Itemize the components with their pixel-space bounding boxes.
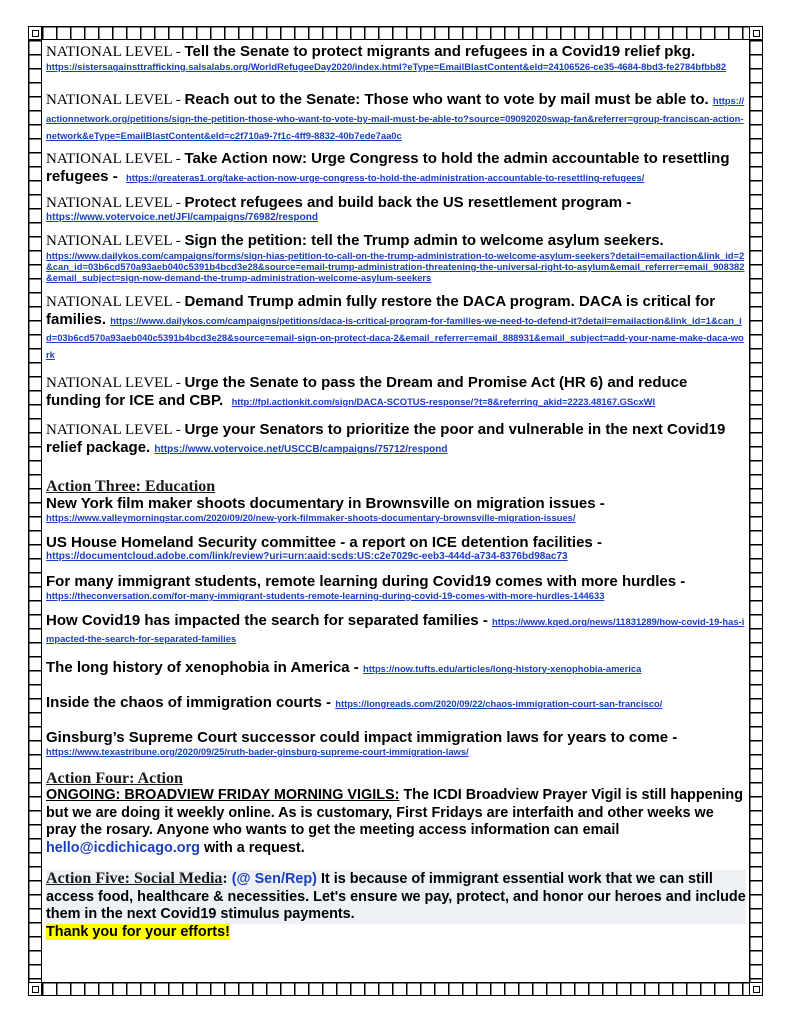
social-media-handle: (@ Sen/Rep) — [231, 871, 317, 887]
national-item-title: Urge your Senators to prioritize the poor and vulnerable in the next Covid19 relief package. — [46, 421, 726, 456]
border-corner-top-right — [749, 26, 763, 40]
national-item-link[interactable]: https://www.dailykos.com/campaigns/petitions/daca-is-critical-program-for-families-we-need-to-defend-it?detail=emailaction&link_id=1&can_id=03b6cd570a93aeb040c5391b4bcd3e28&source=email-sign-on-protect-daca-2&email_referrer=email_888931&email_subject=add-your-name-make-daca-work — [46, 315, 744, 360]
national-item-6 — [46, 293, 746, 362]
education-item-title: Ginsburg’s Supreme Court successor could impact immigration laws for years to come - — [46, 729, 678, 746]
education-item-link[interactable]: https://now.tufts.edu/articles/long-history-xenophobia-america — [362, 663, 642, 674]
education-item-4 — [46, 612, 746, 646]
border-corner-bottom-right — [749, 982, 763, 996]
national-level-prefix: NATIONAL LEVEL - — [46, 233, 185, 249]
vigil-tail: with a request. — [199, 839, 305, 856]
national-item-link[interactable]: http://fpl.actionkit.com/sign/DACA-SCOTUS-response/?t=8&referring_akid=2223.48167.GScxWl — [231, 396, 656, 407]
education-item-link[interactable]: https://longreads.com/2020/09/22/chaos-immigration-court-san-francisco/ — [335, 698, 663, 709]
education-item-6 — [46, 694, 746, 711]
national-item-7 — [46, 374, 746, 409]
border-corner-top-left — [28, 26, 42, 40]
national-item-link[interactable]: https://actionnetwork.org/petitions/sign-the-petition-those-who-want-to-vote-by-mail-must-be-able-to?source=09092020swap-fan&referrer=group-franciscan-action-network&eType=EmailBlastContent&eId=c2f710a9-7f1c-4ff9-8832-40b7ede7aa0c — [46, 95, 745, 141]
vigil-title: ONGOING: BROADVIEW FRIDAY MORNING VIGILS: — [46, 787, 400, 803]
national-level-prefix: NATIONAL LEVEL - — [46, 195, 185, 211]
national-item-link[interactable]: https://www.votervoice.net/USCCB/campaigns/75712/respond — [154, 444, 448, 455]
education-item-title: The long history of xenophobia in America - — [46, 659, 359, 676]
education-item-title: For many immigrant students, remote learning during Covid19 comes with more hurdles - — [46, 573, 686, 590]
national-item-title: Reach out to the Senate: Those who want to vote by mail must be able to. — [184, 91, 709, 108]
action-heading: Action Four: Action — [46, 770, 183, 787]
national-level-prefix: NATIONAL LEVEL - — [46, 151, 185, 167]
border-left — [28, 26, 42, 996]
education-item-title: US House Homeland Security committee - a report on ICE detention facilities - — [46, 534, 602, 551]
education-item-5 — [46, 659, 746, 676]
national-item-title: Demand Trump admin fully restore the DACA program. DACA is critical for families. — [46, 293, 716, 328]
thanks-text: Thank you for your efforts! — [46, 923, 230, 940]
social-media-colon: : — [222, 870, 232, 887]
vigil-text: The ICDI Broadview Prayer Vigil is still happening but we are doing it weekly online. As is customary, First Fridays are interfaith and other weeks we pray the rosary. Anyone who wants to get the meeting access information can email — [46, 787, 743, 838]
border-corner-bottom-left — [28, 982, 42, 996]
education-item-1 — [46, 495, 746, 523]
national-level-prefix: NATIONAL LEVEL - — [46, 294, 185, 310]
education-item-link[interactable]: https://www.valleymorningstar.com/2020/09/20/new-york-filmmaker-shoots-documentary-brownsville-migration-issues/ — [46, 512, 576, 523]
education-item-3 — [46, 573, 746, 601]
education-item-link[interactable]: https://documentcloud.adobe.com/link/review?uri=urn:aaid:scds:US:c2e7029c-eeb3-444d-a734-8376bd98ac73 — [46, 551, 568, 562]
national-item-title: Urge the Senate to pass the Dream and Promise Act (HR 6) and reduce funding for ICE and CBP. — [46, 374, 688, 409]
border-bottom — [28, 982, 763, 996]
education-item-link[interactable]: https://www.kqed.org/news/11831289/how-covid-19-has-impacted-the-search-for-separated-families — [46, 616, 745, 644]
border-top — [28, 26, 763, 40]
national-item-4 — [46, 194, 746, 223]
national-item-link[interactable]: https://www.dailykos.com/campaigns/forms/sign-hias-petition-to-call-on-the-trump-administration-to-welcome-asylum-seekers?detail=emailaction&link_id=2&can_id=03b6cd570a93aeb040c5391b4bcd3e28&source=email-trump-administration-threatening-the-universal-right-to-asylum&email_referrer=email_908382&email_subject=sign-now-demand-the-trump-administration-welcome-asylum-seekers — [46, 250, 745, 283]
national-level-prefix: NATIONAL LEVEL - — [46, 92, 185, 108]
national-item-8 — [46, 421, 746, 456]
border-right — [749, 26, 763, 996]
national-level-prefix: NATIONAL LEVEL - — [46, 422, 185, 438]
social-media-paragraph — [46, 870, 746, 924]
education-item-2 — [46, 534, 746, 562]
national-item-5 — [46, 232, 746, 283]
vigil-paragraph — [46, 787, 746, 857]
national-item-title: Sign the petition: tell the Trump admin to welcome asylum seekers. — [184, 232, 664, 249]
thanks-line — [46, 924, 746, 942]
education-item-title: New York film maker shoots documentary in Brownsville on migration issues - — [46, 495, 605, 512]
national-item-title: Take Action now: Urge Congress to hold the admin accountable to resettling refugees - — [46, 150, 730, 185]
education-item-link[interactable]: https://theconversation.com/for-many-immigrant-students-remote-learning-during-covid-19-comes-with-more-hurdles-144633 — [46, 590, 605, 601]
social-media-heading: Action Five: Social Media — [46, 870, 223, 887]
national-item-3 — [46, 150, 746, 185]
newsletter-content — [46, 43, 746, 941]
national-item-title: Tell the Senate to protect migrants and refugees in a Covid19 relief pkg. — [184, 43, 696, 60]
vigil-email-link[interactable]: hello@icdichicago.org — [46, 839, 200, 856]
education-item-title: Inside the chaos of immigration courts - — [46, 694, 332, 711]
national-item-title: Protect refugees and build back the US resettlement program - — [184, 194, 632, 211]
education-item-7 — [46, 729, 746, 757]
national-item-link[interactable]: https://www.votervoice.net/JFI/campaigns/76982/respond — [46, 212, 318, 223]
education-item-title: How Covid19 has impacted the search for separated families - — [46, 612, 488, 629]
national-item-link[interactable]: https://greateras1.org/take-action-now-urge-congress-to-hold-the-administration-accountable-to-resettling-refugees/ — [126, 172, 645, 183]
social-media-text: It is because of immigrant essential work that we can still access food, healthcare & necessities. Let's ensure we pay, protect, and honor our heroes and include them in the next Covid19 stimulus payments. — [46, 871, 746, 922]
education-item-link[interactable]: https://www.texastribune.org/2020/09/25/ruth-bader-ginsburg-supreme-court-immigration-laws/ — [46, 746, 469, 757]
national-level-prefix: NATIONAL LEVEL - — [46, 375, 185, 391]
national-item-1 — [46, 43, 746, 72]
education-heading: Action Three: Education — [46, 478, 216, 495]
national-level-prefix: NATIONAL LEVEL - — [46, 44, 185, 60]
national-item-link[interactable]: https://sistersagainsttrafficking.salsalabs.org/WorldRefugeeDay2020/index.html?eType=EmailBlastContent&eId=24106526-ce35-4684-8bd3-fe2784bfbb82 — [46, 61, 727, 72]
national-item-2 — [46, 91, 746, 143]
